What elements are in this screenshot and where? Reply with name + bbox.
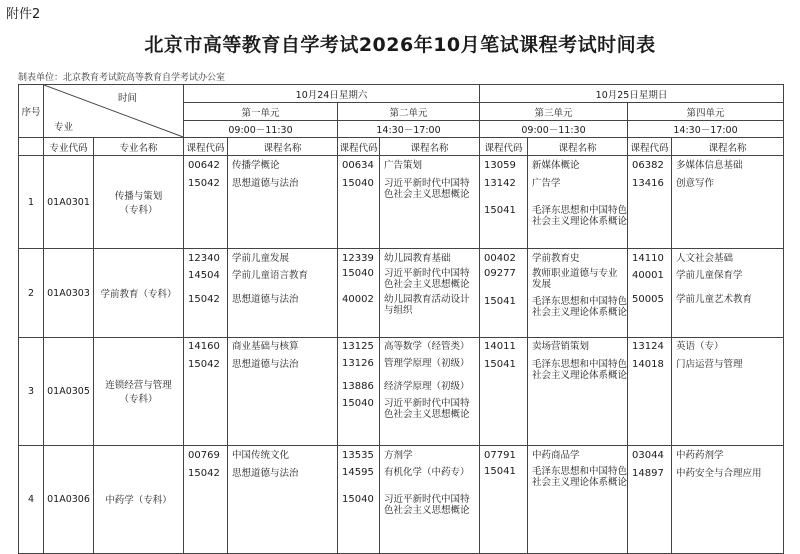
course-name: 习近平新时代中国特 色社会主义思想概论 [384,397,470,420]
page-title: 北京市高等教育自学考试2026年10月笔试课程考试时间表 [144,34,656,56]
course-name-cell [380,156,480,249]
table-body [19,156,784,554]
course-name: 毛泽东思想和中国特色 社会主义理论体系概论 [532,465,628,488]
course-name: 卖场营销策划 [532,340,590,352]
course-name: 高等数学（经管类） [384,340,470,352]
table-row [19,337,784,445]
course-code-cell [628,249,672,338]
unit3-name: 第三单元 [480,103,628,120]
row-seq: 3 [19,337,44,445]
course-code: 40001 [632,270,664,282]
course-code: 14018 [632,358,664,370]
course-code: 13416 [632,178,664,190]
time-header: 时间 [117,93,137,104]
course-name-cell [672,249,784,338]
course-name: 学前教育史 [532,253,580,265]
attachment-label: 附件2 [6,7,41,22]
course-code-header: 课程代码 [184,137,228,155]
course-name-header: 课程名称 [228,137,338,155]
unit3-time: 09:00－11:30 [480,120,628,137]
course-code: 14011 [484,340,516,352]
unit4-time: 14:30－17:00 [628,120,784,137]
course-name: 幼儿园教育基础 [384,253,451,265]
seq-header: 序号 [19,85,44,138]
course-name: 毛泽东思想和中国特色 社会主义理论体系概论 [532,358,628,381]
row-seq: 1 [19,156,44,249]
course-code: 15042 [188,178,220,190]
course-code: 03044 [632,449,664,461]
course-name-cell [228,337,338,445]
course-code: 13535 [342,449,374,461]
exam-schedule-table [18,84,784,554]
course-name: 教师职业道德与专业 发展 [532,268,618,291]
course-code: 15041 [484,205,516,217]
course-code: 06382 [632,160,664,172]
course-code: 14110 [632,253,664,265]
course-code-cell [628,337,672,445]
row-major-code: 01A0303 [44,249,94,338]
course-code-cell [628,156,672,249]
course-name: 毛泽东思想和中国特色 社会主义理论体系概论 [532,205,628,228]
major-name-header: 专业名称 [94,137,184,155]
unit1-name: 第一单元 [184,103,338,120]
course-name: 习近平新时代中国特 色社会主义思想概论 [384,178,470,201]
course-code: 50005 [632,294,664,306]
row-major-code: 01A0301 [44,156,94,249]
course-code-cell [338,337,380,445]
course-name-header: 课程名称 [672,137,784,155]
course-code: 13125 [342,340,374,352]
course-name: 新媒体概论 [532,160,580,172]
course-code: 00642 [188,160,220,172]
table-row [19,156,784,249]
course-code-cell [184,156,228,249]
course-name: 幼儿园教育活动设计 与组织 [384,294,470,317]
course-name: 管理学原理（初级） [384,357,470,369]
course-code: 13126 [342,357,374,369]
course-code-cell [338,445,380,553]
course-code: 00634 [342,160,374,172]
course-name-cell [228,445,338,553]
course-code-header: 课程代码 [628,137,672,155]
course-name: 人文社会基础 [676,253,734,265]
course-name: 毛泽东思想和中国特色 社会主义理论体系概论 [532,296,628,319]
unit2-name: 第二单元 [338,103,480,120]
course-code: 00769 [188,449,220,461]
day1-header: 10月24日星期六 [184,85,480,103]
course-name: 中药安全与合理应用 [676,467,762,479]
course-code: 12339 [342,253,374,265]
course-name-cell [380,337,480,445]
course-code: 15042 [188,294,220,306]
course-name: 习近平新时代中国特 色社会主义思想概论 [384,493,470,516]
course-code-cell [184,249,228,338]
course-name: 学前儿童语言教育 [232,270,309,282]
course-name: 传播学概论 [232,160,280,172]
course-code: 15042 [188,358,220,370]
course-code: 13886 [342,380,374,392]
course-code-cell [480,337,528,445]
course-name: 广告策划 [384,160,423,172]
course-name-cell [528,337,628,445]
course-name: 广告学 [532,178,561,190]
course-code: 15041 [484,296,516,308]
course-code: 40002 [342,294,374,306]
course-code: 14595 [342,466,374,478]
course-name-cell [380,445,480,553]
major-code-header: 专业代码 [44,137,94,155]
course-name: 经济学原理（初级） [384,380,470,392]
course-name: 门店运营与管理 [676,358,743,370]
table-row [19,249,784,338]
course-name-cell [228,249,338,338]
course-code: 14160 [188,340,220,352]
course-name: 学前儿童艺术教育 [676,294,753,306]
row-major-name: 中药学（专科） [94,445,184,553]
course-code: 00402 [484,253,516,265]
course-code-cell [184,337,228,445]
course-code: 14504 [188,270,220,282]
course-name: 有机化学（中药专） [384,466,470,478]
course-name-cell [672,337,784,445]
course-code: 15040 [342,397,374,409]
row-seq: 2 [19,249,44,338]
issuer-note: 制表单位：北京教育考试院高等教育自学考试办公室 [18,73,226,83]
course-name-cell [528,249,628,338]
diagonal-header-cell [44,85,184,138]
course-code-cell [338,249,380,338]
row-seq: 4 [19,445,44,553]
course-code: 15041 [484,465,516,477]
course-code-cell [628,445,672,553]
course-name: 方剂学 [384,449,413,461]
course-name: 思想道德与法治 [232,467,299,479]
row-major-name: 连锁经营与管理 （专科） [94,337,184,445]
course-code: 13142 [484,178,516,190]
row-major-code: 01A0305 [44,337,94,445]
course-name-cell [528,445,628,553]
course-code: 15040 [342,178,374,190]
course-code-cell [184,445,228,553]
unit2-time: 14:30－17:00 [338,120,480,137]
course-code-cell [480,445,528,553]
course-code-header: 课程代码 [338,137,380,155]
course-name: 学前儿童保育学 [676,270,743,282]
course-name: 中药商品学 [532,449,580,461]
course-name-cell [528,156,628,249]
course-name-header: 课程名称 [528,137,628,155]
unit4-name: 第四单元 [628,103,784,120]
row-major-code: 01A0306 [44,445,94,553]
course-name: 学前儿童发展 [232,253,290,265]
course-code-cell [480,156,528,249]
row-major-name: 传播与策划 （专科） [94,156,184,249]
course-name-cell [672,445,784,553]
row-major-name: 学前教育（专科） [94,249,184,338]
course-name: 商业基础与核算 [232,340,299,352]
course-code: 15042 [188,467,220,479]
course-name-header: 课程名称 [380,137,480,155]
course-name: 思想道德与法治 [232,178,299,190]
course-name: 思想道德与法治 [232,294,299,306]
day2-header: 10月25日星期日 [480,85,784,103]
course-code: 13059 [484,160,516,172]
major-header: 专业 [54,121,74,133]
course-name-cell [228,156,338,249]
seq-subheader [19,137,44,155]
course-code: 07791 [484,449,516,461]
course-name: 多媒体信息基础 [676,160,743,172]
course-code: 12340 [188,253,220,265]
course-name-cell [672,156,784,249]
course-code-header: 课程代码 [480,137,528,155]
course-name: 中药药剂学 [676,449,724,461]
course-code: 15040 [342,493,374,505]
course-code: 13124 [632,340,664,352]
course-name-cell [380,249,480,338]
table-row [19,445,784,553]
course-code-cell [338,156,380,249]
course-name: 中国传统文化 [232,449,290,461]
course-code: 15040 [342,268,374,280]
course-code-cell [480,249,528,338]
course-code: 15041 [484,358,516,370]
course-name: 习近平新时代中国特 色社会主义思想概论 [384,268,470,291]
course-code: 14897 [632,467,664,479]
course-name: 创意写作 [676,178,715,190]
course-name: 英语（专） [676,340,724,352]
course-name: 思想道德与法治 [232,358,299,370]
course-code: 09277 [484,268,516,280]
unit1-time: 09:00－11:30 [184,120,338,137]
